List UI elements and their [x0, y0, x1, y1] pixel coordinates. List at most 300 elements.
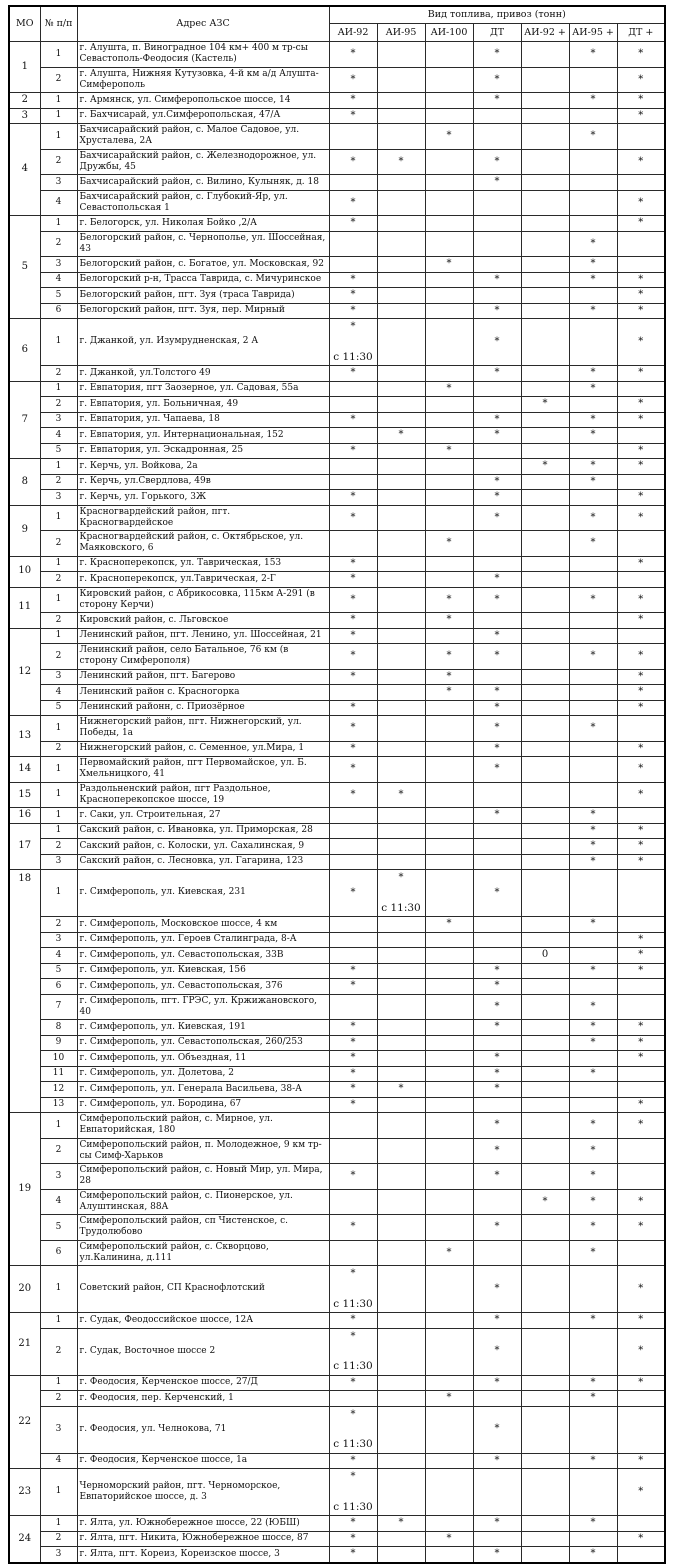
mo-cell: 7: [9, 381, 40, 459]
mo-cell: 20: [9, 1266, 40, 1313]
fuel-mark-cell: [425, 1066, 473, 1082]
row-number-cell: 6: [40, 303, 77, 319]
fuel-mark-cell: *: [329, 149, 377, 175]
fuel-mark-cell: [569, 490, 617, 506]
fuel-mark-cell: [569, 397, 617, 413]
row-number-cell: 4: [40, 1189, 77, 1215]
fuel-mark-cell: *: [473, 1020, 521, 1036]
fuel-mark-cell: *: [521, 1189, 569, 1215]
fuel-mark-cell: *: [617, 1215, 665, 1241]
station-address-cell: Симферопольский район, сп Чистенское, с. Трудолюбово: [77, 1215, 329, 1241]
fuel-mark-cell: [377, 1113, 425, 1139]
fuel-mark-cell: [377, 412, 425, 428]
fuel-available-mark: *: [350, 1330, 356, 1342]
fuel-mark-cell: [425, 175, 473, 191]
station-address-cell: Белогорский район, пгт. Зуя, пер. Мирный: [77, 303, 329, 319]
fuel-mark-cell: *: [617, 1453, 665, 1469]
fuel-mark-cell: [569, 572, 617, 588]
fuel-mark-cell: *: [617, 1313, 665, 1329]
fuel-mark-cell: *: [617, 1328, 665, 1375]
fuel-mark-cell: [425, 93, 473, 109]
fuel-mark-cell: *: [473, 700, 521, 716]
col-header-mo: МО: [9, 6, 40, 42]
station-address-cell: г. Симферополь, ул. Долетова, 2: [77, 1066, 329, 1082]
fuel-mark-cell: *: [329, 572, 377, 588]
fuel-mark-cell: *: [617, 412, 665, 428]
fuel-mark-cell: *: [425, 685, 473, 701]
fuel-mark-cell: [377, 572, 425, 588]
fuel-mark-cell: *: [473, 366, 521, 382]
fuel-mark-cell: [569, 700, 617, 716]
fuel-mark-cell: [569, 149, 617, 175]
fuel-mark-cell: [425, 932, 473, 948]
fuel-mark-cell: [569, 979, 617, 995]
fuel-mark-cell: *: [473, 1453, 521, 1469]
fuel-mark-cell: [521, 628, 569, 644]
fuel-mark-cell: [377, 42, 425, 68]
fuel-mark-cell: [425, 490, 473, 506]
fuel-mark-cell: [377, 1066, 425, 1082]
fuel-mark-cell: [473, 531, 521, 557]
fuel-mark-cell: [521, 1082, 569, 1098]
table-row: [9, 1020, 665, 1036]
fuel-mark-cell: *: [329, 108, 377, 124]
station-address-cell: г. Бахчисарай, ул.Симферопольская, 47/А: [77, 108, 329, 124]
station-address-cell: Черноморский район, пгт. Черноморское, Евпаторийское шоссе, д. 3: [77, 1469, 329, 1516]
table-row: [9, 531, 665, 557]
table-row: [9, 1113, 665, 1139]
fuel-mark-cell: [521, 303, 569, 319]
fuel-mark-cell: [425, 216, 473, 232]
fuel-mark-cell: *: [329, 190, 377, 216]
fuel-mark-cell: *: [473, 149, 521, 175]
fuel-mark-cell: [377, 1035, 425, 1051]
fuel-mark-cell: *: [617, 1020, 665, 1036]
fuel-mark-cell: [377, 823, 425, 839]
fuel-mark-cell: *: [329, 1051, 377, 1067]
fuel-mark-cell: [569, 741, 617, 757]
fuel-mark-cell: *: [569, 1516, 617, 1532]
fuel-mark-cell: *: [329, 1531, 377, 1547]
fuel-mark-cell: [377, 613, 425, 629]
table-row: [9, 1215, 665, 1241]
fuel-mark-cell: [521, 644, 569, 670]
fuel-mark-cell: *: [569, 1020, 617, 1036]
fuel-mark-cell: [617, 474, 665, 490]
fuel-mark-cell: *: [617, 757, 665, 783]
table-row: [9, 854, 665, 870]
row-number-cell: 3: [40, 854, 77, 870]
fuel-available-mark: *: [350, 1268, 356, 1279]
fuel-mark-cell: *: [473, 963, 521, 979]
station-address-cell: г. Симферополь, ул. Севастопольская, 260/253: [77, 1035, 329, 1051]
fuel-mark-cell: [569, 669, 617, 685]
fuel-mark-cell: [377, 190, 425, 216]
table-row: [9, 1266, 665, 1313]
row-number-cell: 3: [40, 669, 77, 685]
fuel-mark-cell: *: [617, 932, 665, 948]
station-address-cell: г. Евпатория, пгт Заозерное, ул. Садовая, 55а: [77, 381, 329, 397]
station-address-cell: Красногвардейский район, пгт. Красногвардейское: [77, 505, 329, 531]
fuel-available-mark: *: [398, 872, 404, 883]
fuel-mark-cell: [569, 288, 617, 304]
fuel-mark-cell: *: [329, 782, 377, 808]
fuel-mark-cell: *: [617, 839, 665, 855]
fuel-mark-cell: [521, 42, 569, 68]
fuel-mark-cell: [377, 932, 425, 948]
station-address-cell: г. Симферополь, Московское шоссе, 4 км: [77, 917, 329, 933]
fuel-mark-cell: [377, 979, 425, 995]
fuel-mark-cell: *: [329, 613, 377, 629]
table-row: [9, 1082, 665, 1098]
fuel-mark-cell: *: [617, 685, 665, 701]
row-number-cell: 5: [40, 1215, 77, 1241]
table-row: [9, 1391, 665, 1407]
fuel-mark-cell: *: [569, 1240, 617, 1266]
station-address-cell: Бахчисарайский район, с. Глубокий-Яр, ул. Севастопольская 1: [77, 190, 329, 216]
fuel-mark-cell: [425, 979, 473, 995]
fuel-mark-cell: [473, 124, 521, 150]
fuel-mark-cell: [521, 741, 569, 757]
station-address-cell: г. Джанкой, ул. Изумрудненская, 2 А: [77, 319, 329, 366]
row-number-cell: 2: [40, 67, 77, 93]
fuel-mark-cell: *: [473, 1266, 521, 1313]
fuel-mark-cell: [521, 823, 569, 839]
fuel-mark-cell: [617, 1240, 665, 1266]
fuel-mark-cell: *: [569, 1138, 617, 1164]
fuel-mark-cell: *: [569, 1113, 617, 1139]
station-address-cell: Симферопольский район, с. Пионерское, ул. Алуштинская, 88А: [77, 1189, 329, 1215]
row-number-cell: 1: [40, 782, 77, 808]
fuel-mark-cell: [521, 490, 569, 506]
fuel-mark-cell: *: [473, 42, 521, 68]
fuel-mark-cell: [425, 1547, 473, 1563]
fuel-mark-cell: [377, 685, 425, 701]
fuel-mark-cell: *: [329, 1020, 377, 1036]
fuel-mark-cell: [473, 1391, 521, 1407]
fuel-mark-cell: [569, 628, 617, 644]
fuel-mark-cell: [377, 303, 425, 319]
fuel-mark-cell: [521, 505, 569, 531]
row-number-cell: 2: [40, 917, 77, 933]
mo-cell: 11: [9, 587, 40, 628]
fuel-mark-cell: *: [473, 1547, 521, 1563]
fuel-mark-cell: *: [617, 1469, 665, 1516]
fuel-mark-cell: *: [569, 963, 617, 979]
fuel-mark-cell: *: [473, 979, 521, 995]
fuel-mark-cell: *: [473, 808, 521, 824]
table-row: [9, 93, 665, 109]
station-address-cell: г. Евпатория, ул. Больничная, 49: [77, 397, 329, 413]
fuel-mark-cell: [377, 231, 425, 257]
table-row: [9, 741, 665, 757]
table-row: [9, 870, 665, 917]
fuel-mark-cell: [473, 216, 521, 232]
fuel-mark-cell: [521, 1391, 569, 1407]
fuel-mark-cell: [617, 808, 665, 824]
row-number-cell: 1: [40, 628, 77, 644]
fuel-mark-cell: *: [473, 587, 521, 613]
fuel-mark-cell: [521, 1406, 569, 1453]
fuel-mark-cell: [473, 443, 521, 459]
fuel-mark-cell: [377, 67, 425, 93]
station-address-cell: г. Симферополь, ул. Героев Сталинграда, 8-А: [77, 932, 329, 948]
fuel-mark-cell: *: [425, 587, 473, 613]
fuel-mark-cell: *: [617, 556, 665, 572]
fuel-mark-cell: [377, 1266, 425, 1313]
table-row: [9, 272, 665, 288]
fuel-mark-cell: [425, 231, 473, 257]
row-number-cell: 1: [40, 1516, 77, 1532]
fuel-mark-cell: [617, 1391, 665, 1407]
fuel-mark-cell: *: [425, 917, 473, 933]
table-row: [9, 412, 665, 428]
table-row: [9, 257, 665, 273]
fuel-mark-cell: [377, 587, 425, 613]
row-number-cell: 3: [40, 257, 77, 273]
fuel-mark-cell: *: [521, 459, 569, 475]
fuel-mark-cell: *: [569, 823, 617, 839]
row-number-cell: 1: [40, 216, 77, 232]
fuel-mark-cell: [521, 572, 569, 588]
fuel-mark-cell: *: [617, 93, 665, 109]
fuel-mark-cell: [617, 257, 665, 273]
fuel-mark-cell: [521, 854, 569, 870]
fuel-mark-cell: *: [473, 412, 521, 428]
fuel-mark-cell: *: [329, 757, 377, 783]
table-row: [9, 459, 665, 475]
fuel-mark-cell: *: [377, 1082, 425, 1098]
table-row: [9, 175, 665, 191]
fuel-mark-cell: [473, 669, 521, 685]
fuel-mark-cell: [425, 994, 473, 1020]
row-number-cell: 1: [40, 505, 77, 531]
fuel-mark-cell: [521, 1240, 569, 1266]
fuel-mark-cell: [521, 149, 569, 175]
table-row: [9, 1313, 665, 1329]
row-number-cell: 5: [40, 963, 77, 979]
table-row: [9, 1051, 665, 1067]
fuel-mark-cell: *: [329, 716, 377, 742]
station-address-cell: г. Красноперекопск, ул.Таврическая, 2-Г: [77, 572, 329, 588]
fuel-mark-cell: *: [425, 257, 473, 273]
fuel-mark-cell: [521, 870, 569, 917]
row-number-cell: 2: [40, 644, 77, 670]
fuel-mark-cell: [617, 572, 665, 588]
fuel-mark-cell: *: [569, 93, 617, 109]
fuel-mark-cell: [473, 190, 521, 216]
fuel-mark-cell: [569, 685, 617, 701]
fuel-mark-cell: [569, 1469, 617, 1516]
fuel-mark-cell: [377, 1020, 425, 1036]
fuel-mark-cell: [569, 1051, 617, 1067]
row-number-cell: 1: [40, 556, 77, 572]
fuel-mark-cell: [617, 1066, 665, 1082]
row-number-cell: 4: [40, 272, 77, 288]
fuel-mark-cell: [377, 505, 425, 531]
fuel-mark-cell: [473, 854, 521, 870]
fuel-mark-cell: [425, 366, 473, 382]
fuel-mark-cell: [425, 716, 473, 742]
fuel-mark-cell: *: [425, 613, 473, 629]
fuel-mark-cell: *: [569, 474, 617, 490]
fuel-mark-cell: [521, 1266, 569, 1313]
fuel-mark-cell: [425, 556, 473, 572]
table-row: [9, 124, 665, 150]
row-number-cell: 2: [40, 474, 77, 490]
table-row: [9, 700, 665, 716]
fuel-mark-cell: *: [569, 1035, 617, 1051]
fuel-mark-cell: *: [617, 963, 665, 979]
fuel-mark-cell: [329, 854, 377, 870]
fuel-mark-cell: [329, 994, 377, 1020]
fuel-mark-cell: [521, 93, 569, 109]
fuel-mark-cell: [377, 870, 425, 917]
table-row: [9, 42, 665, 68]
fuel-mark-cell: [377, 644, 425, 670]
mo-cell: 13: [9, 716, 40, 757]
fuel-mark-cell: [425, 412, 473, 428]
fuel-mark-cell: [521, 1066, 569, 1082]
fuel-mark-cell: *: [617, 366, 665, 382]
fuel-mark-cell: *: [617, 303, 665, 319]
fuel-mark-cell: [473, 397, 521, 413]
table-row: [9, 319, 665, 366]
col-header-address: Адрес АЗС: [77, 6, 329, 42]
fuel-mark-cell: [425, 839, 473, 855]
row-number-cell: 2: [40, 613, 77, 629]
fuel-mark-cell: [521, 319, 569, 366]
station-address-cell: Ленинский район с. Красногорка: [77, 685, 329, 701]
row-number-cell: 2: [40, 366, 77, 382]
station-address-cell: г. Красноперекопск, ул. Таврическая, 153: [77, 556, 329, 572]
row-number-cell: 1: [40, 757, 77, 783]
table-row: [9, 948, 665, 964]
fuel-mark-cell: [329, 1240, 377, 1266]
fuel-mark-cell: [521, 1547, 569, 1563]
fuel-mark-cell: *: [329, 412, 377, 428]
fuel-mark-cell: [473, 257, 521, 273]
fuel-mark-cell: *: [569, 531, 617, 557]
fuel-mark-cell: [377, 216, 425, 232]
fuel-mark-cell: [377, 948, 425, 964]
fuel-mark-cell: [521, 963, 569, 979]
fuel-mark-cell: [377, 1189, 425, 1215]
row-number-cell: 1: [40, 319, 77, 366]
mo-cell: 10: [9, 556, 40, 587]
fuel-mark-cell: *: [617, 67, 665, 93]
table-row: [9, 808, 665, 824]
fuel-mark-cell: [377, 757, 425, 783]
table-row: [9, 397, 665, 413]
fuel-mark-cell: *: [569, 1215, 617, 1241]
fuel-mark-cell: *: [473, 1406, 521, 1453]
fuel-mark-cell: [617, 917, 665, 933]
row-number-cell: 2: [40, 741, 77, 757]
fuel-mark-cell: *: [329, 1547, 377, 1563]
delivery-time-note: с 11:30: [333, 1297, 373, 1310]
fuel-mark-cell: *: [569, 917, 617, 933]
fuel-mark-cell: [377, 994, 425, 1020]
fuel-mark-cell: [425, 1328, 473, 1375]
fuel-mark-cell: [521, 257, 569, 273]
station-address-cell: Раздольненский район, пгт Раздольное, Красноперекопское шоссе, 19: [77, 782, 329, 808]
fuel-mark-cell: *: [329, 556, 377, 572]
fuel-mark-cell: [377, 1240, 425, 1266]
fuel-mark-cell: [521, 443, 569, 459]
fuel-mark-cell: [329, 459, 377, 475]
fuel-mark-cell: [521, 1051, 569, 1067]
mo-cell: 14: [9, 757, 40, 783]
fuel-mark-cell: [473, 1097, 521, 1113]
fuel-mark-cell: [425, 1313, 473, 1329]
fuel-mark-cell: [425, 808, 473, 824]
fuel-mark-cell: *: [617, 149, 665, 175]
station-address-cell: г. Ялта, пгт. Кореиз, Кореизское шоссе, 3: [77, 1547, 329, 1563]
fuel-mark-cell: *: [473, 272, 521, 288]
fuel-mark-cell: [329, 1113, 377, 1139]
fuel-mark-cell: [425, 1113, 473, 1139]
fuel-mark-cell: [425, 1215, 473, 1241]
fuel-mark-cell: *: [617, 669, 665, 685]
fuel-mark-cell: [617, 124, 665, 150]
fuel-mark-cell: *: [473, 741, 521, 757]
fuel-mark-cell: *: [377, 1516, 425, 1532]
fuel-mark-cell: *: [617, 1189, 665, 1215]
fuel-mark-cell: *: [473, 67, 521, 93]
station-address-cell: Первомайский район, пгт Первомайское, ул. Б. Хмельницкого, 41: [77, 757, 329, 783]
fuel-mark-cell: *: [377, 149, 425, 175]
fuel-mark-cell: [569, 556, 617, 572]
fuel-mark-cell: *: [425, 669, 473, 685]
fuel-available-mark: *: [350, 321, 356, 332]
fuel-mark-cell: [521, 67, 569, 93]
table-row: [9, 428, 665, 444]
mo-cell: 16: [9, 808, 40, 824]
table-row: [9, 1531, 665, 1547]
station-address-cell: Ленинский район, пгт. Ленино, ул. Шоссейная, 21: [77, 628, 329, 644]
fuel-mark-cell: [377, 175, 425, 191]
fuel-mark-cell: *: [569, 231, 617, 257]
fuel-mark-cell: [617, 979, 665, 995]
mo-cell: 23: [9, 1469, 40, 1516]
row-number-cell: 10: [40, 1051, 77, 1067]
fuel-mark-cell: *: [617, 854, 665, 870]
fuel-mark-cell: *: [329, 443, 377, 459]
fuel-mark-cell: [617, 628, 665, 644]
fuel-mark-cell: [521, 716, 569, 742]
fuel-mark-cell: [569, 782, 617, 808]
fuel-mark-cell: *: [329, 870, 377, 917]
table-row: [9, 644, 665, 670]
mo-cell: 15: [9, 782, 40, 808]
row-number-cell: 12: [40, 1082, 77, 1098]
station-address-cell: Белогорский р-н, Трасса Таврида, с. Мичуринское: [77, 272, 329, 288]
station-address-cell: г. Евпатория, ул. Чапаева, 18: [77, 412, 329, 428]
fuel-mark-cell: *: [617, 644, 665, 670]
fuel-mark-cell: [569, 1097, 617, 1113]
fuel-mark-cell: [425, 459, 473, 475]
fuel-mark-cell: [377, 716, 425, 742]
fuel-mark-cell: *: [425, 1391, 473, 1407]
table-row: [9, 1066, 665, 1082]
fuel-mark-cell: [521, 917, 569, 933]
fuel-mark-cell: *: [425, 381, 473, 397]
fuel-mark-cell: [425, 288, 473, 304]
fuel-mark-cell: [473, 459, 521, 475]
table-row: [9, 216, 665, 232]
fuel-mark-cell: [617, 231, 665, 257]
